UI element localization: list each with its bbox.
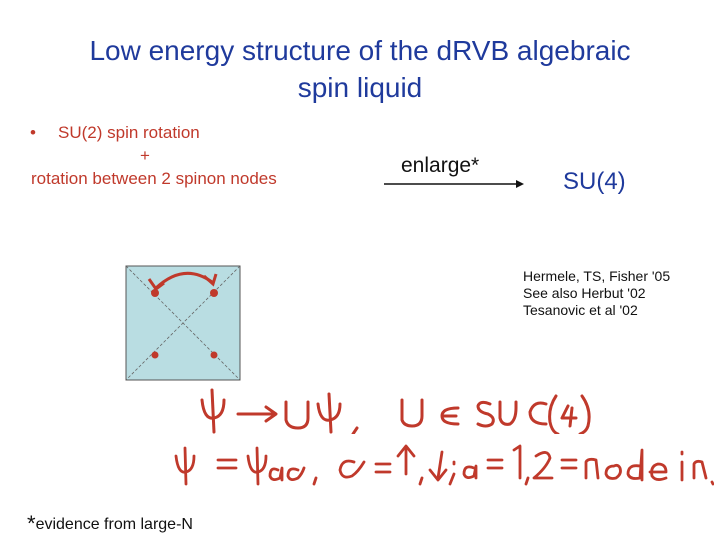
title-line-1: Low energy structure of the dRVB algebraic — [89, 35, 631, 66]
reference-1: Hermele, TS, Fisher '05 — [523, 268, 671, 284]
reference-2: See also Herbut '02 — [523, 285, 646, 301]
footnote-text: evidence from large-N — [35, 516, 193, 533]
handwritten-line-1 — [190, 378, 610, 434]
slide-title — [0, 32, 720, 106]
handwritten-line-2 — [168, 438, 714, 490]
footnote-star: * — [27, 511, 36, 536]
footnote — [27, 509, 193, 535]
title-line-2: spin liquid — [297, 72, 423, 103]
reference-3: Tesanovic et al '02 — [523, 302, 638, 318]
bullet-line-1: SU(2) spin rotation — [58, 123, 200, 142]
bullet-marker: • — [30, 123, 36, 142]
arrow-label: enlarge* — [401, 154, 480, 177]
right-arrow-icon — [384, 178, 524, 190]
node-dot-bottom-right — [211, 352, 218, 359]
bullet-line-3: rotation between 2 spinon nodes — [31, 169, 277, 188]
node-dot-bottom-left — [152, 352, 159, 359]
bullet-line-2: + — [140, 146, 150, 165]
node-dot-top-right — [210, 289, 218, 297]
node-dot-top-left — [151, 289, 159, 297]
result-group: SU(4) — [563, 168, 626, 195]
brillouin-zone-diagram — [118, 258, 248, 388]
references — [523, 268, 670, 319]
